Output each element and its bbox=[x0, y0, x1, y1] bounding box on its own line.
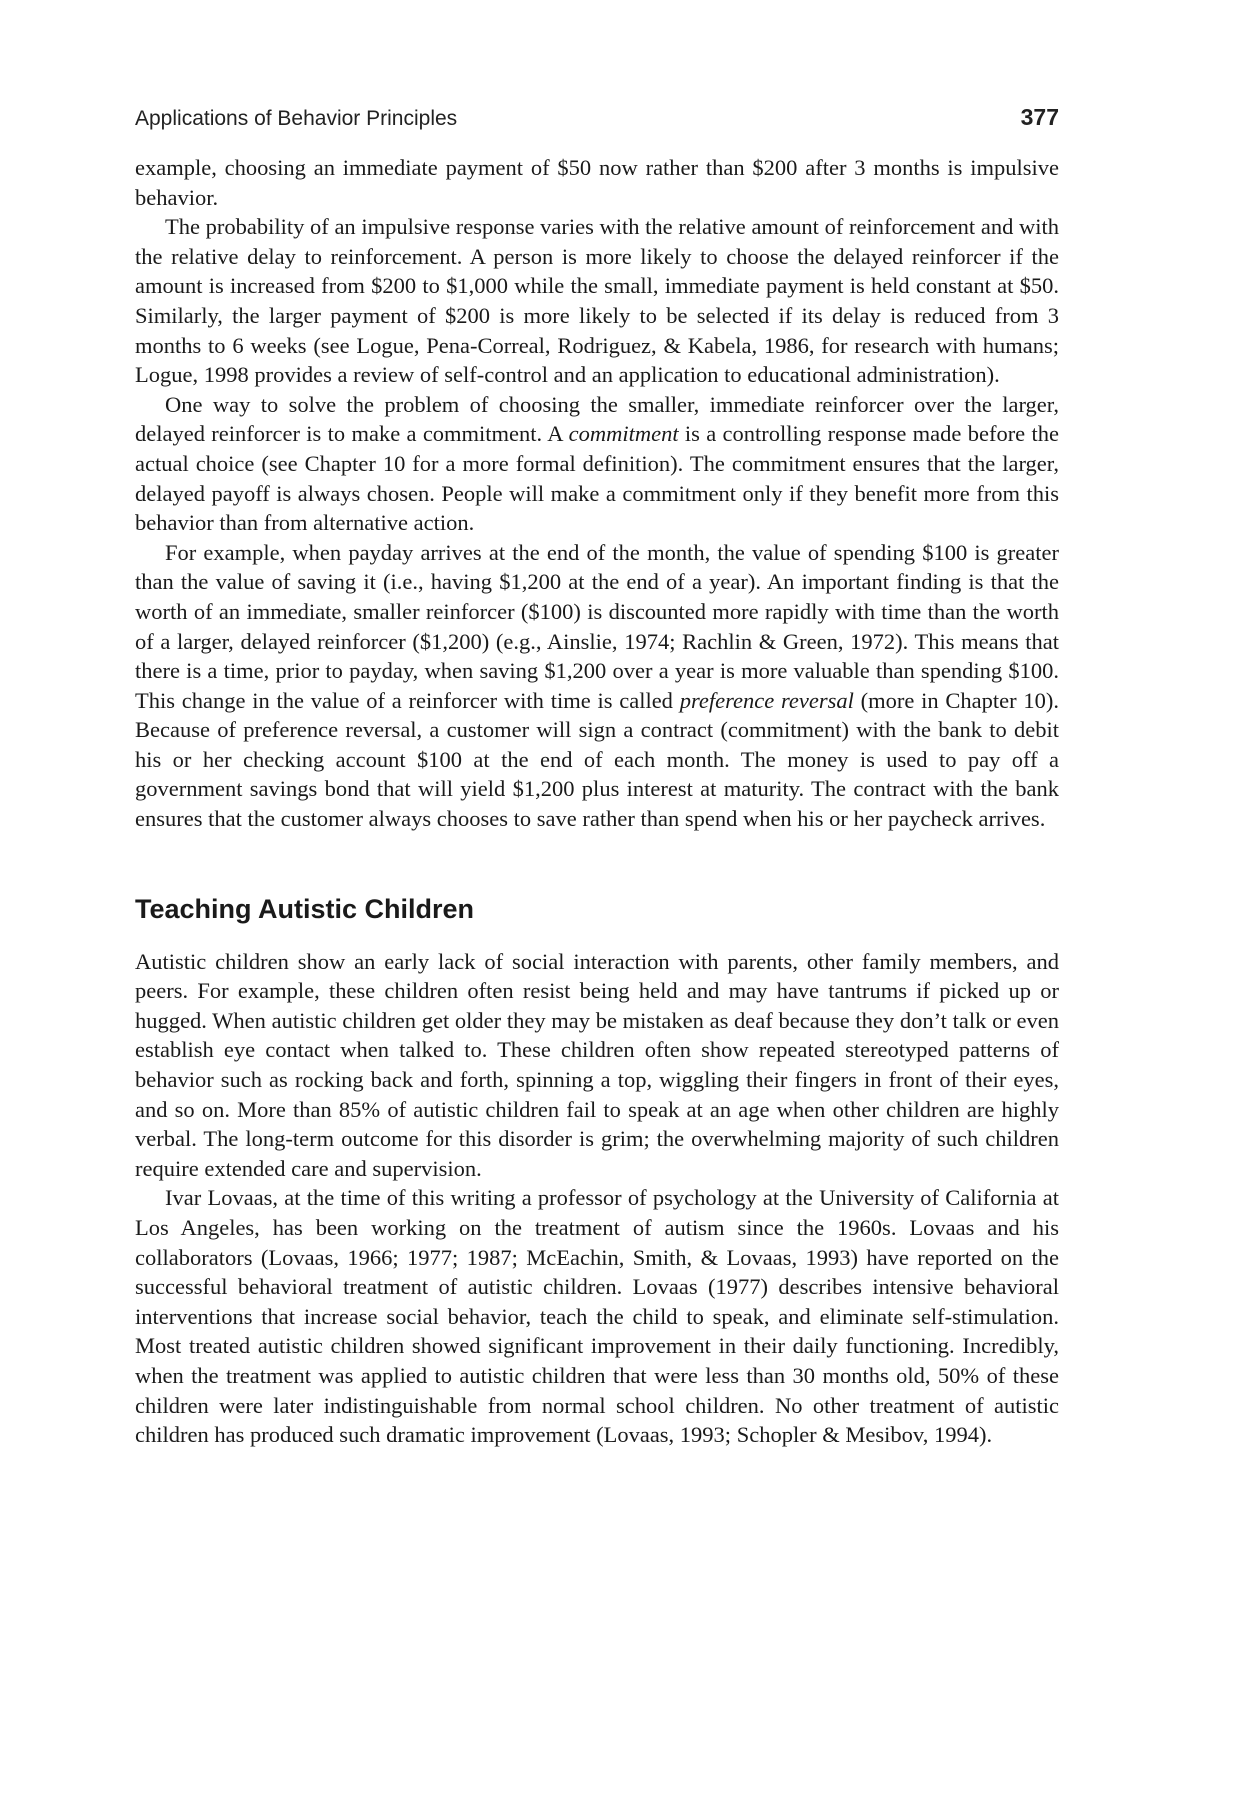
paragraph-preference-reversal bbox=[135, 538, 1059, 834]
paragraph-preference-text-a: For example, when payday arrives at the end of the month, the value of spending $100 is greater than the value of saving it (i.e., having $1,200 at the end of a year). An important finding is that the worth of an immediate, smaller reinforcer ($100) is discounted more rapidly with time than the worth of a larger, delayed reinforcer ($1,200) (e.g., Ainslie, 1974; Rachlin & Green, 1972). This means that there is a time, prior to payday, when saving $1,200 over a year is more valuable than spending $100. This change in the value of a reinforcer with time is called bbox=[135, 539, 1059, 713]
paragraph-autism-description: Autistic children show an early lack of social interaction with parents, other family members, and peers. For example, these children often resist being held and may have tantrums if picked up or hugged. When autistic children get older they may be mistaken as deaf because they don’t talk or even establish eye contact when talked to. These children often show repeated stereotyped patterns of behavior such as rocking back and forth, spinning a top, wiggling their fingers in front of their eyes, and so on. More than 85% of autistic children fail to speak at an age when other children are highly verbal. The long-term outcome for this disorder is grim; the overwhelming majority of such children require extended care and supervision. bbox=[135, 948, 1059, 1181]
paragraph-lovaas: Ivar Lovaas, at the time of this writing a professor of psychology at the University of California at Los Angeles, has been working on the treatment of autism since the 1960s. Lovaas and his collaborators (Lovaas, 1966; 1977; 1987; McEachin, Smith, & Lovaas, 1993) have reported on the successful behavioral treatment of autistic children. Lovaas (1977) describes intensive behavioral interventions that increase social behavior, teach the child to speak, and eliminate self-stimulation. Most treated autistic children showed significant improvement in their daily functioning. Incredibly, when the treatment was applied to autistic children that were less than 30 months old, 50% of these children were later indistinguishable from normal school children. No other treatment of autistic children has produced such dramatic improvement (Lovaas, 1993; Schopler & Mesibov, 1994). bbox=[135, 1185, 1059, 1448]
term-commitment: commitment bbox=[568, 421, 679, 447]
section-self-control bbox=[135, 153, 1059, 834]
paragraph-preference-text-b: (more in Chapter 10). Because of preference reversal, a customer will sign a contract (commitment) with the bank to debit his or her checking account $100 at the end of each month. The money is used to pay off a government savings bond that will yield $1,200 plus interest at maturity. The contract with the bank ensures that the customer always chooses to save rather than spend when his or her paycheck arrives. bbox=[135, 687, 1060, 832]
running-header bbox=[135, 104, 1059, 131]
paragraph-commitment-text-a: One way to solve the problem of choosing the smaller, immediate reinforcer over the larger, delayed reinforcer is to make a commitment. A bbox=[135, 391, 1059, 447]
section-heading: Teaching Autistic Children bbox=[135, 893, 475, 924]
page-number: 377 bbox=[1020, 104, 1059, 130]
paragraph-continued: example, choosing an immediate payment of $50 now rather than $200 after 3 months is impulsive behavior. bbox=[135, 155, 1059, 210]
running-title: Applications of Behavior Principles bbox=[135, 107, 458, 130]
paragraph-commitment-text-b: is a controlling response made before the actual choice (see Chapter 10 for a more formal definition). The commitment ensures that the larger, delayed payoff is always chosen. People will make a commitment only if they benefit more from this behavior than from alternative action. bbox=[135, 421, 1059, 536]
book-page bbox=[135, 104, 1059, 1450]
section-autistic-children bbox=[135, 947, 1059, 1450]
paragraph-impulsive-probability: The probability of an impulsive response varies with the relative amount of reinforcement and with the relative delay to reinforcement. A person is more likely to choose the delayed reinforcer if the amount is increased from $200 to $1,000 while the small, immediate payment is held constant at $50. Similarly, the larger payment of $200 is more likely to be selected if its delay is reduced from 3 months to 6 weeks (see Logue, Pena-Correal, Rodriguez, & Kabela, 1986, for research with humans; Logue, 1998 provides a review of self-control and an application to educational administration). bbox=[135, 214, 1059, 388]
term-preference-reversal: preference reversal bbox=[679, 687, 854, 713]
paragraph-commitment bbox=[135, 390, 1059, 538]
